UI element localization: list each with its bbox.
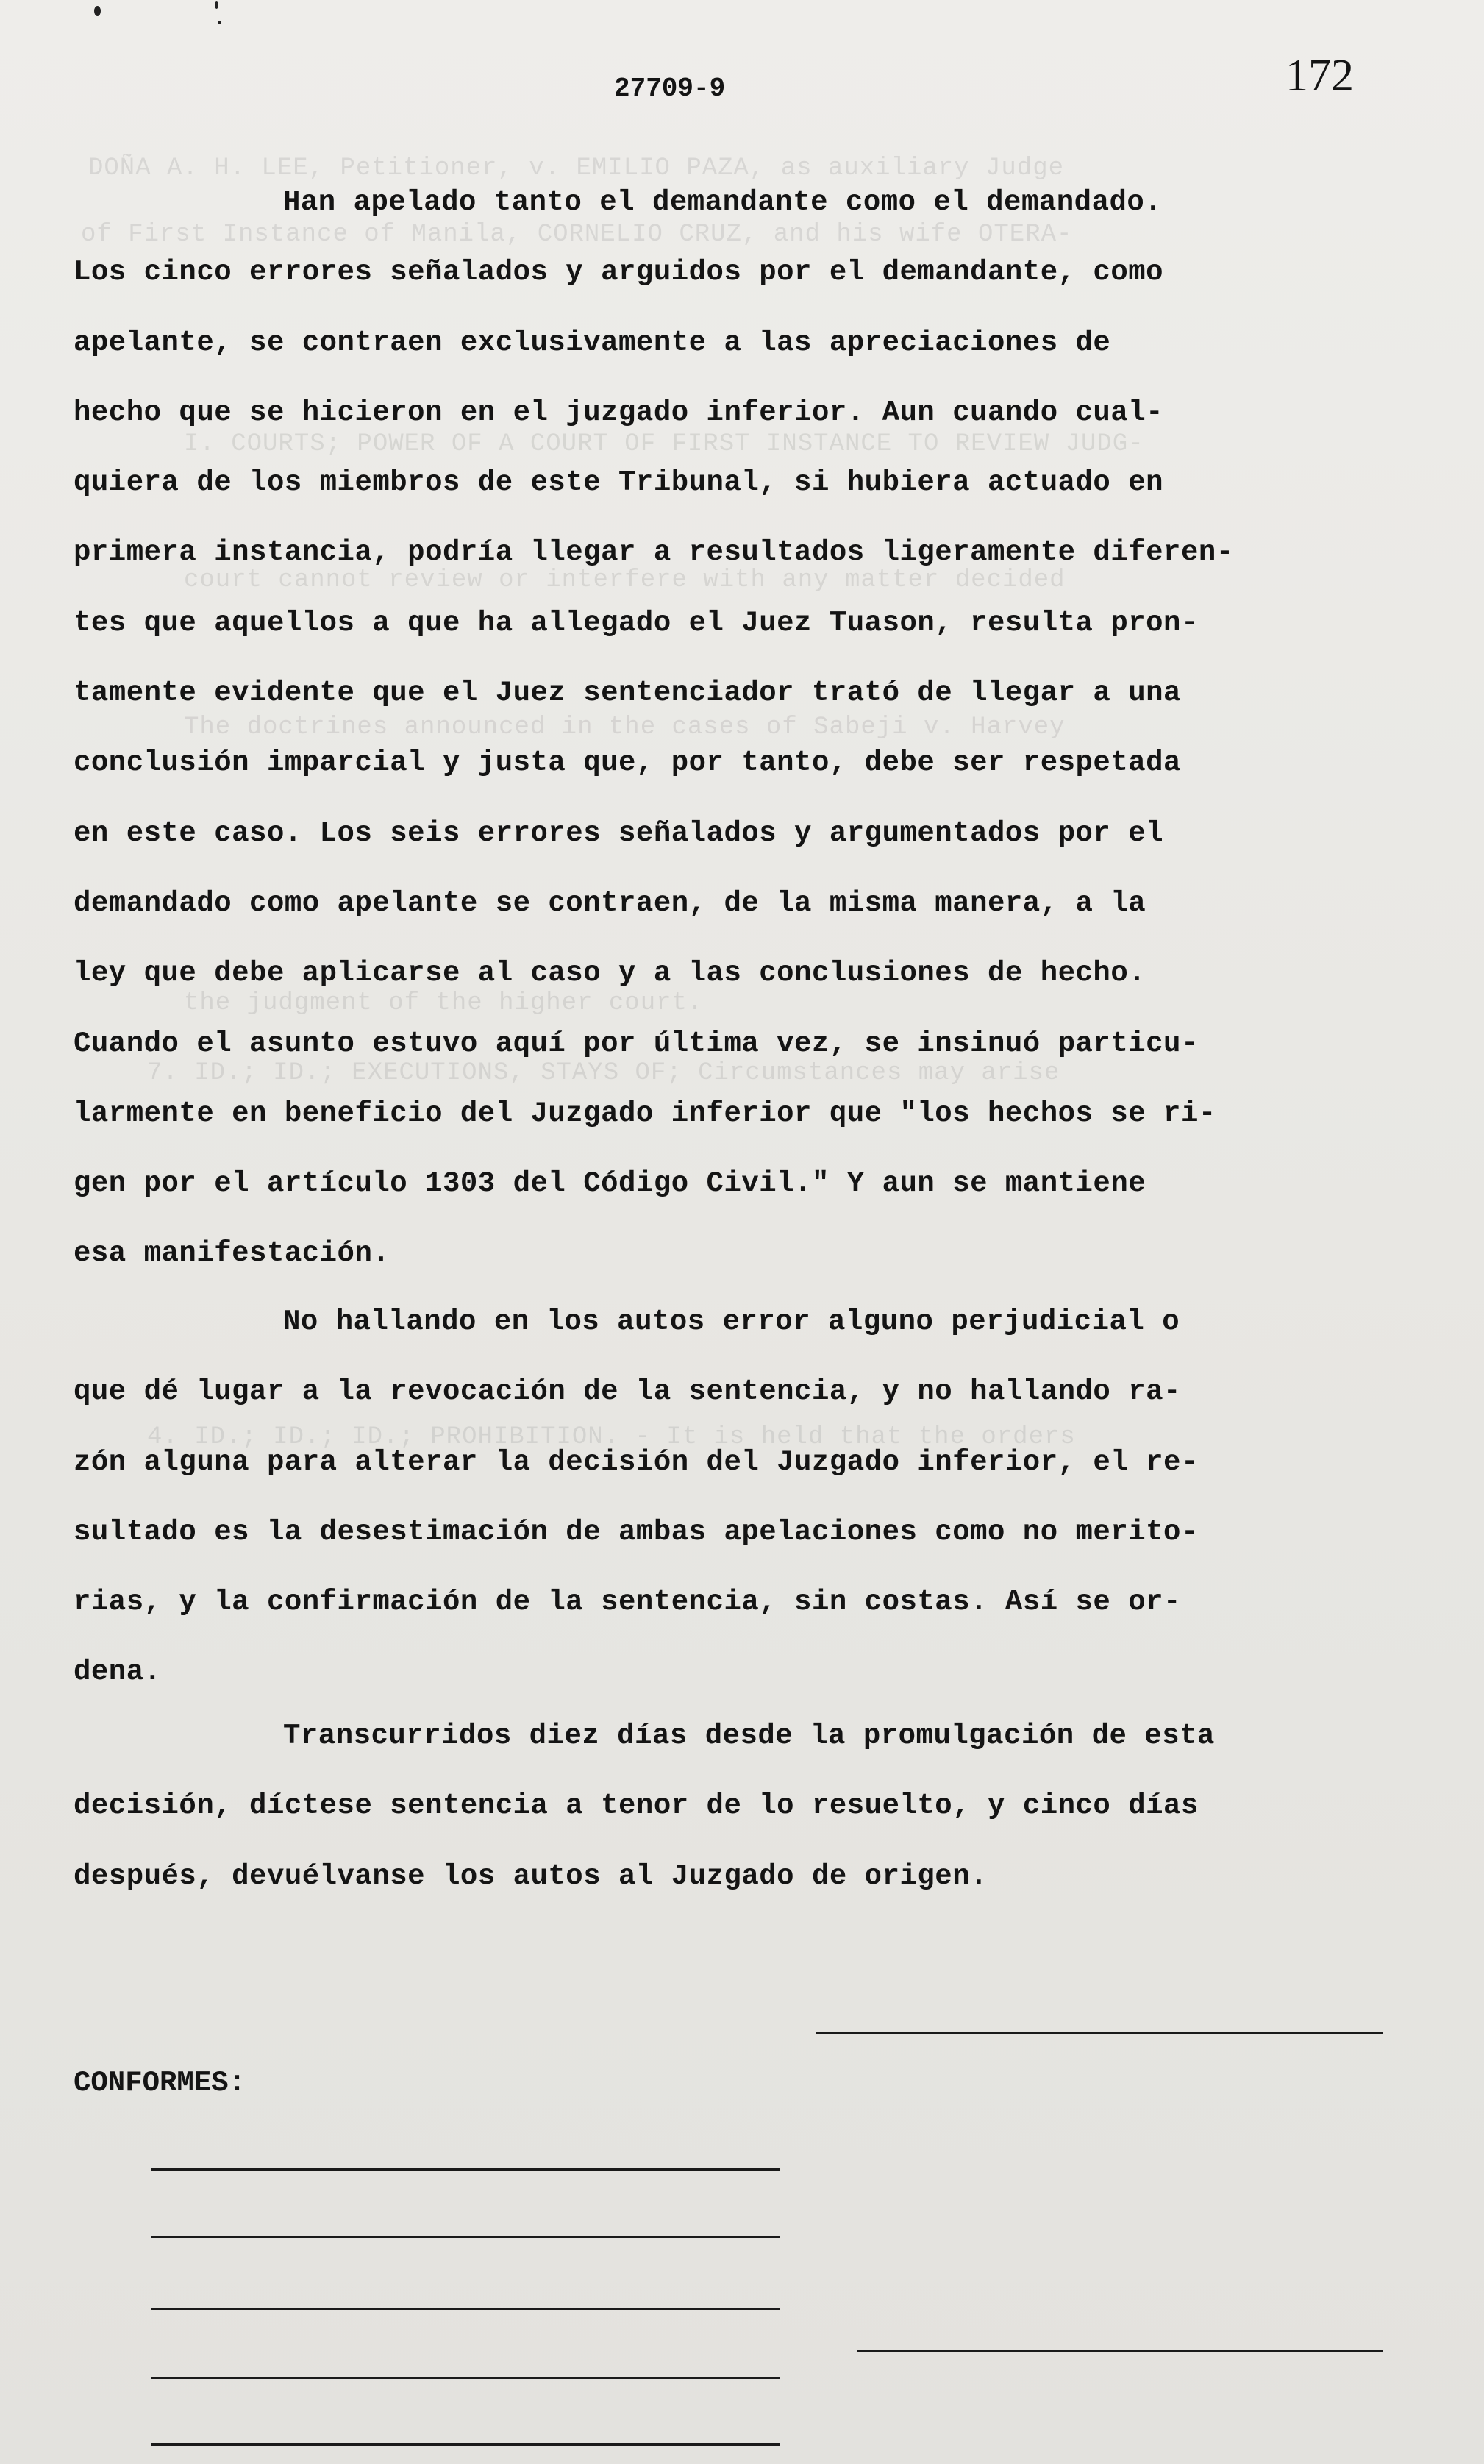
text-line: rias, y la confirmación de la sentencia, sin costas. Así se or- — [74, 1586, 1181, 1619]
text-line: conclusión imparcial y justa que, por tanto, debe ser respetada — [74, 747, 1181, 780]
text-line: Los cinco errores señalados y arguidos por el demandante, como — [74, 256, 1164, 289]
signature-line — [151, 2236, 780, 2238]
text-line: larmente en beneficio del Juzgado inferior que "los hechos se ri- — [74, 1097, 1216, 1130]
text-line: ley que debe aplicarse al caso y a las conclusiones de hecho. — [74, 957, 1146, 990]
conformes-label: CONFORMES: — [74, 2067, 246, 2099]
signature-line — [151, 2377, 780, 2379]
text-line: Cuando el asunto estuvo aquí por última vez, se insinuó particu- — [74, 1027, 1199, 1060]
text-line: tamente evidente que el Juez sentenciador trató de llegar a una — [74, 677, 1181, 710]
text-line: en este caso. Los seis errores señalados y argumentados por el — [74, 816, 1164, 850]
scan-speck — [218, 21, 221, 24]
signature-line-ponente — [816, 2032, 1383, 2034]
signature-line — [151, 2443, 780, 2446]
paragraph-appeals — [74, 168, 1427, 1289]
scan-speck — [215, 1, 218, 9]
text-line: primera instancia, podría llegar a resultados ligeramente diferen- — [74, 536, 1234, 569]
text-line: hecho que se hicieron en el juzgado inferior. Aun cuando cual- — [74, 396, 1164, 429]
signature-line — [151, 2308, 780, 2310]
text-line: zón alguna para alterar la decisión del Juzgado inferior, el re- — [74, 1445, 1199, 1478]
bleed-through-line: court cannot review or interfere with any matter decided — [184, 566, 1066, 594]
bleed-through-line: 4. ID.; ID.; ID.; PROHIBITION. - It is held that the orders — [147, 1423, 1076, 1451]
text-line: demandado como apelante se contraen, de la misma manera, a la — [74, 886, 1146, 919]
text-line: No hallando en los autos error alguno perjudicial o — [283, 1306, 1180, 1338]
bleed-through-line: of First Instance of Manila, CORNELIO CRUZ, and his wife OTERA- — [81, 221, 1073, 249]
text-line: Transcurridos diez días desde la promulgación de esta — [283, 1720, 1215, 1752]
text-line: sultado es la desestimación de ambas apelaciones como no merito- — [74, 1515, 1199, 1548]
paragraph-execution — [74, 1701, 1427, 1912]
text-line: gen por el artículo 1303 del Código Civil." Y aun se mantiene — [74, 1167, 1146, 1200]
text-line: Han apelado tanto el demandante como el demandado. — [283, 186, 1163, 218]
text-line: que dé lugar a la revocación de la sentencia, y no hallando ra- — [74, 1375, 1181, 1409]
text-line: después, devuélvanse los autos al Juzgado de origen. — [74, 1859, 988, 1892]
text-line: apelante, se contraen exclusivamente a las apreciaciones de — [74, 326, 1111, 359]
document-number: 27709-9 — [614, 74, 726, 104]
text-line: esa manifestación. — [74, 1237, 390, 1270]
scan-speck — [94, 6, 101, 16]
signature-line-dissent — [857, 2350, 1383, 2352]
text-line: tes que aquellos a que ha allegado el Juez Tuason, resulta pron- — [74, 606, 1199, 639]
bleed-through-line: I. COURTS; POWER OF A COURT OF FIRST INSTANCE TO REVIEW JUDG- — [184, 430, 1144, 458]
text-line: quiera de los miembros de este Tribunal, si hubiera actuado en — [74, 466, 1164, 499]
bleed-through-line: The doctrines announced in the cases of Sabeji v. Harvey — [184, 713, 1066, 741]
bleed-through-line: the judgment of the higher court. — [184, 989, 704, 1017]
page-number: 172 — [1285, 51, 1354, 101]
signature-line — [151, 2168, 780, 2171]
paragraph-ruling — [74, 1287, 1427, 1708]
bleed-through-line: DOÑA A. H. LEE, Petitioner, v. EMILIO PAZA, as auxiliary Judge — [88, 154, 1065, 182]
text-line: dena. — [74, 1656, 162, 1689]
text-line: decisión, díctese sentencia a tenor de lo resuelto, y cinco días — [74, 1790, 1199, 1823]
bleed-through-line: 7. ID.; ID.; EXECUTIONS, STAYS OF; Circumstances may arise — [147, 1059, 1060, 1087]
